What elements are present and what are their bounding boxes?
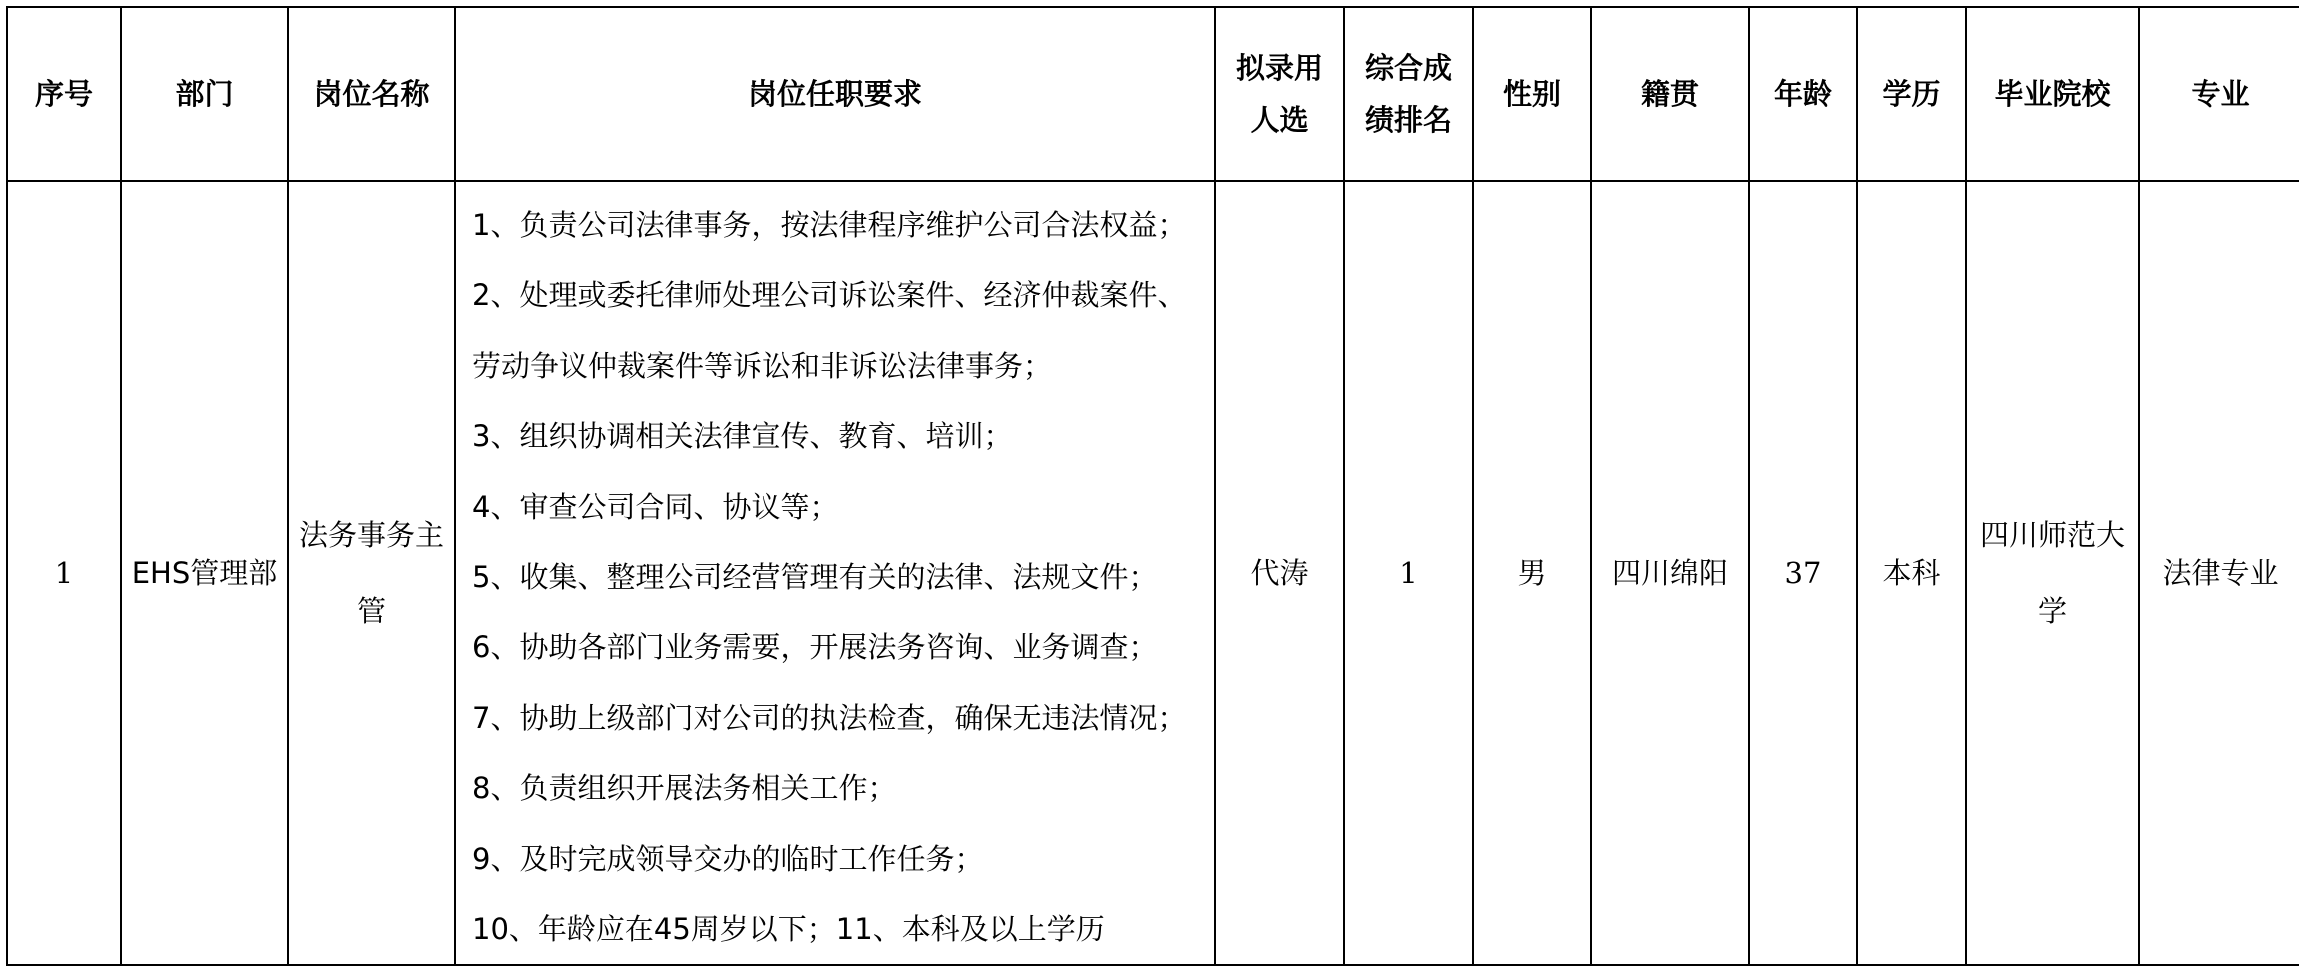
- header-major: 专业: [2139, 7, 2299, 181]
- header-rank-label: 综合成绩排名: [1364, 51, 1452, 137]
- cell-position: [288, 181, 455, 965]
- header-school: 毕业院校: [1966, 7, 2139, 181]
- cell-school: [1966, 181, 2139, 965]
- cell-index: 1: [7, 181, 121, 965]
- header-candidate-label: 拟录用人选: [1235, 51, 1323, 137]
- header-gender: 性别: [1473, 7, 1591, 181]
- requirement-item: 10、年龄应在45周岁以下；11、本科及以上学历: [472, 912, 1105, 947]
- cell-requirements: [455, 181, 1215, 965]
- cell-school-text: 四川师范大学: [1979, 518, 2125, 629]
- cell-department: [121, 181, 288, 965]
- header-department: 部门: [121, 7, 288, 181]
- cell-major: 法律专业: [2139, 181, 2299, 965]
- cell-gender: 男: [1473, 181, 1591, 965]
- header-candidate: [1215, 7, 1344, 181]
- header-education: 学历: [1857, 7, 1966, 181]
- header-requirements: 岗位任职要求: [455, 7, 1215, 181]
- cell-rank: 1: [1344, 181, 1473, 965]
- requirement-item: 6、协助各部门业务需要，开展法务咨询、业务调查；: [472, 630, 1158, 665]
- requirement-item: 9、及时完成领导交办的临时工作任务；: [472, 841, 984, 876]
- cell-origin: 四川绵阳: [1591, 181, 1749, 965]
- cell-candidate: 代涛: [1215, 181, 1344, 965]
- requirement-item: 1、负责公司法律事务，按法律程序维护公司合法权益；: [472, 208, 1187, 242]
- table-row: [7, 181, 2299, 965]
- header-index: 序号: [7, 7, 121, 181]
- cell-education: 本科: [1857, 181, 1966, 965]
- cell-department-text: EHS管理部: [131, 556, 278, 591]
- cell-age: 37: [1749, 181, 1857, 965]
- cell-position-text: 法务事务主管: [298, 518, 444, 629]
- recruitment-table: [6, 6, 2299, 966]
- header-position: 岗位名称: [288, 7, 455, 181]
- header-rank: [1344, 7, 1473, 181]
- requirement-item: 3、组织协调相关法律宣传、教育、培训；: [472, 419, 1013, 454]
- header-row: [7, 7, 2299, 181]
- header-age: 年龄: [1749, 7, 1857, 181]
- requirement-item: 2、处理或委托律师处理公司诉讼案件、经济仲裁案件、: [472, 278, 1187, 313]
- header-origin: 籍贯: [1591, 7, 1749, 181]
- requirement-item: 劳动争议仲裁案件等诉讼和非诉讼法律事务；: [472, 348, 1053, 383]
- requirements-list: [456, 182, 1214, 964]
- requirement-item: 7、协助上级部门对公司的执法检查，确保无违法情况；: [472, 700, 1187, 735]
- requirement-item: 5、收集、整理公司经营管理有关的法律、法规文件；: [472, 560, 1158, 595]
- requirement-item: 4、审查公司合同、协议等；: [472, 489, 839, 524]
- requirement-item: 8、负责组织开展法务相关工作；: [472, 771, 897, 806]
